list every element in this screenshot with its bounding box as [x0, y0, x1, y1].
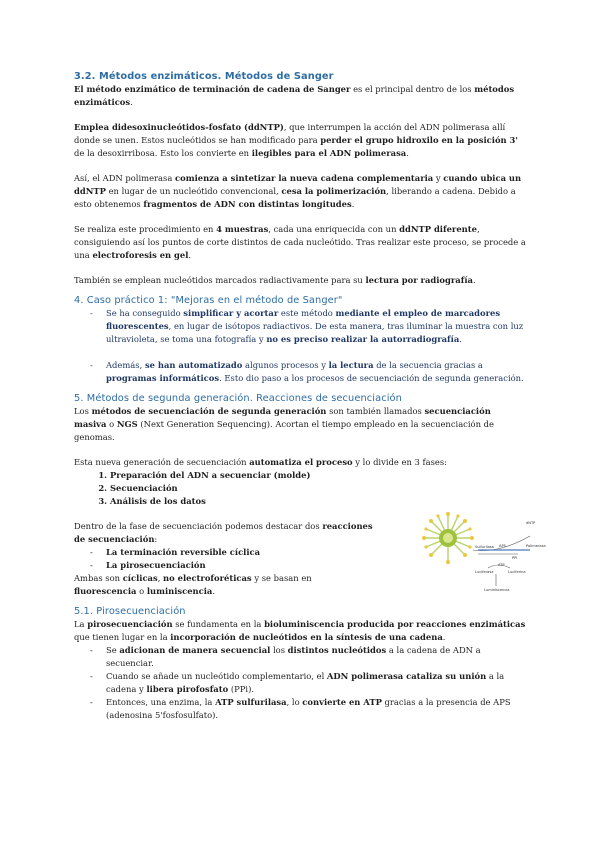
list-item: 2. Secuenciación: [110, 482, 526, 495]
list-item: 1. Preparación del ADN a secuenciar (molde): [110, 469, 526, 482]
paragraph-polimerasa: Así, el ADN polimerasa comienza a sintetizar la nueva cadena complementaria y cuando ubica un ddNTP en lugar de un nucleótido convencional, cesa la polimerización, liberando a cadena. Debido a esto obtenemos fragmentos de ADN con distintas longitudes.: [74, 173, 522, 209]
list-item: - Entonces, una enzima, la ATP sulfurilasa, lo convierte en ATP gracias a la presencia de APS (adenosina 5'fosfosulfato).: [106, 696, 526, 722]
list-item: - Además, se han automatizado algunos procesos y la lectura de la secuencia gracias a programas informáticos. Esto dio paso a los procesos de secuenciación de segunda generación.: [106, 359, 526, 385]
pirosecuenciacion-list: [74, 644, 526, 722]
list-item: - La terminación reversible cíclica: [106, 546, 526, 559]
label-atp: ATP: [498, 563, 505, 567]
label-luminiscencia: Luminiscencia: [484, 588, 510, 592]
paragraph-muestras: Se realiza este procedimiento en 4 muestras, cada una enriquecida con un ddNTP diferente, consiguiendo así los puntos de corte distintos de cada nucleótido. Tras realizar este proceso, se procede a una electroforesis en gel.: [74, 224, 526, 260]
label-ppi: PPi: [512, 556, 518, 560]
label-luciferasa: Luciferasa: [475, 570, 494, 574]
list-item: - Cuando se añade un nucleótido complementario, el ADN polimerasa cataliza su unión a la cadena y libera pirofosfato (PPi).: [106, 670, 526, 696]
section-heading-3-2: 3.2. Métodos enzimáticos. Métodos de Sanger: [74, 71, 334, 82]
paragraph-ciclicas: Ambas son cíclicas, no electroforéticas y se basan en fluorescencia o luminiscencia.: [74, 573, 312, 596]
list-item: - La pirosecuenciación: [106, 559, 526, 572]
label-luciferina: Luciferina: [508, 570, 526, 574]
label-sulfurilasa: Sulfurilasa: [475, 545, 494, 549]
document-page: [74, 70, 526, 722]
section-heading-5-1: 5.1. Pirosecuenciación: [74, 606, 186, 617]
paragraph-reacciones: Dentro de la fase de secuenciación podemos destacar dos reacciones de secuenciación:: [74, 521, 373, 544]
paragraph-ngs: Los métodos de secuenciación de segunda generación son también llamados secuenciación masiva o NGS (Next Generation Sequencing). Acortan el tiempo empleado en la secuenciación de genomas.: [74, 406, 494, 442]
phases-list: [74, 469, 526, 508]
list-item: - Se adicionan de manera secuencial los distintos nucleótidos a la cadena de ADN a secuenciar.: [106, 644, 526, 670]
list-item: - Se ha conseguido simplificar y acortar este método mediante el empleo de marcadores fluorescentes, en lugar de isótopos radiactivos. De esta manera, tras iluminar la muestra con luz ultravioleta, se toma una fotografía y no es preciso realizar la autorradiografía.: [106, 307, 526, 346]
paragraph-sanger-intro: El método enzimático de terminación de cadena de Sanger es el principal dentro de los métodos enzimáticos.: [74, 84, 515, 107]
section-heading-4: 4. Caso práctico 1: "Mejoras en el método de Sanger": [74, 295, 343, 306]
list-item: 3. Análisis de los datos: [110, 495, 526, 508]
pyrosequencing-diagram: [418, 510, 558, 610]
label-polimerasa: Polimerasa: [526, 544, 546, 548]
paragraph-radiografia: También se emplean nucleótidos marcados radiactivamente para su lectura por radiografía.: [74, 275, 476, 285]
paragraph-pirosecuenciacion: La pirosecuenciación se fundamenta en la bioluminiscencia producida por reacciones enzimáticas que tienen lugar en la incorporación de nucleótidos en la síntesis de una cadena.: [74, 619, 526, 642]
bead-illustration: [422, 512, 474, 564]
paragraph-fases: Esta nueva generación de secuenciación automatiza el proceso y lo divide en 3 fases:: [74, 457, 447, 467]
caso-practico-list: [74, 307, 526, 385]
paragraph-ddntp: Emplea didesoxinucleótidos-fosfato (ddNTP), que interrumpen la acción del ADN polimerasa allí donde se unen. Estos nucleótidos se han modificado para perder el grupo hidroxilo en la posición 3' de la desoxirribosa. Esto los convierte en ilegibles para el ADN polimerasa.: [74, 122, 518, 158]
label-dntp: dNTP: [526, 521, 536, 525]
label-aps: APS: [499, 544, 506, 548]
section-heading-5: 5. Métodos de segunda generación. Reacciones de secuenciación: [74, 393, 402, 404]
